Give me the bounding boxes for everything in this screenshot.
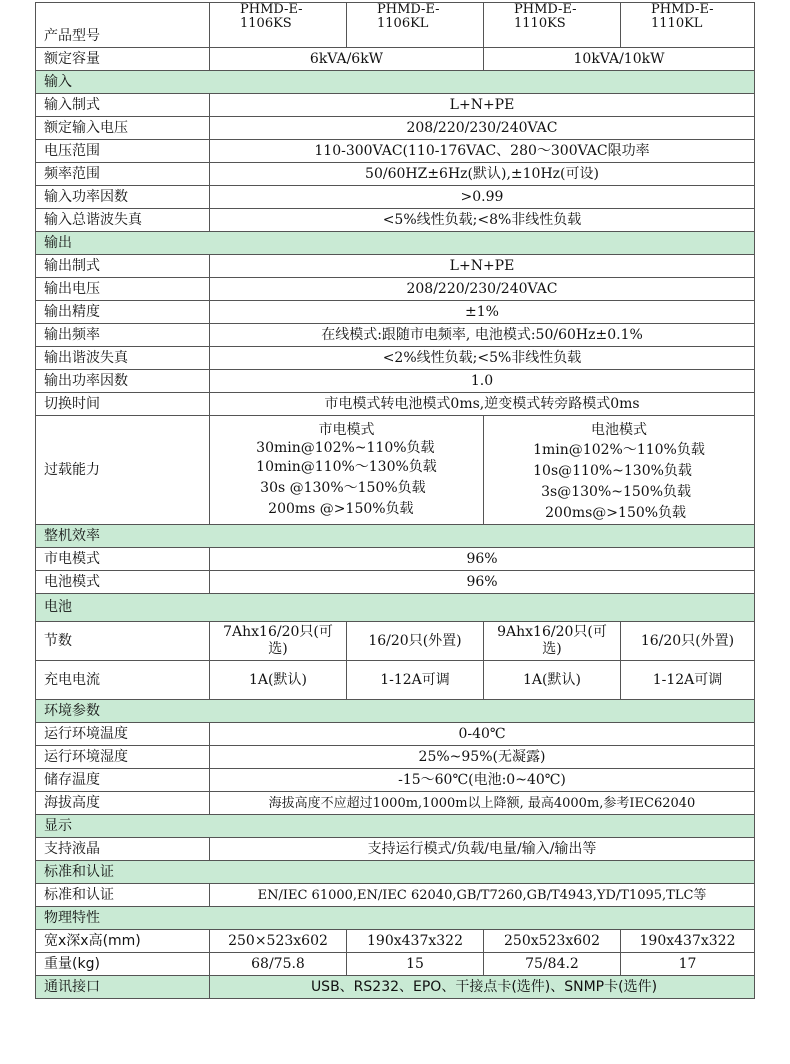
environment-row: 运行环境温度 0-40℃	[36, 723, 755, 746]
comm-row	[36, 976, 755, 999]
section-input: 输入	[36, 71, 755, 94]
output-row: 输出频率 在线模式:跟随市电频率, 电池模式:50/60Hz±0.1%	[36, 324, 755, 347]
display-row: 支持液晶 支持运行模式/负载/电量/输入/输出等	[36, 838, 755, 861]
battery-charge-label: 充电电流	[36, 661, 210, 700]
output-row: 输出制式 L+N+PE	[36, 255, 755, 278]
header-row	[36, 3, 755, 48]
environment-row: 运行环境湿度 25%~95%(无凝露)	[36, 746, 755, 769]
capacity-label: 额定容量	[36, 48, 210, 71]
output-row: 输出精度 ±1%	[36, 301, 755, 324]
input-row: 频率范围 50/60HZ±6Hz(默认),±10Hz(可设)	[36, 163, 755, 186]
output-row: 切换时间 市电模式转电池模式0ms,逆变模式转旁路模式0ms	[36, 393, 755, 416]
output-row: 输出功率因数 1.0	[36, 370, 755, 393]
overload-battery: 电池模式 1min@102%～110%负载 10s@110%~130%负载 3s@130%~150%负载 200ms@>150%负载	[484, 416, 755, 525]
input-row: 输入总谐波失真 <5%线性负载;<8%非线性负载	[36, 209, 755, 232]
output-row: 输出电压 208/220/230/240VAC	[36, 278, 755, 301]
overload-mains-title: 市电模式	[318, 422, 375, 438]
environment-row: 储存温度 -15～60℃(电池:0~40℃)	[36, 769, 755, 792]
section-physical: 物理特性	[36, 907, 755, 930]
input-row: 电压范围 110-300VAC(110-176VAC、280～300VAC限功率	[36, 140, 755, 163]
efficiency-row: 电池模式 96%	[36, 571, 755, 594]
standards-row: 标准和认证 EN/IEC 61000,EN/IEC 62040,GB/T7260,GB/T4943,YD/T1095,TLC等	[36, 884, 755, 907]
input-row: 输入功率因数 >0.99	[36, 186, 755, 209]
section-battery: 电池	[36, 594, 755, 622]
input-row: 额定输入电压 208/220/230/240VAC	[36, 117, 755, 140]
efficiency-row: 市电模式 96%	[36, 548, 755, 571]
header-label: 产品型号	[36, 3, 210, 48]
battery-charge-row: 充电电流 1A(默认) 1-12A可调 1A(默认) 1-12A可调	[36, 661, 755, 700]
model-1110kl: PHMD-E- 1110KL	[621, 3, 755, 48]
battery-sections-label: 节数	[36, 622, 210, 661]
overload-label: 过载能力	[36, 416, 210, 525]
capacity-row	[36, 48, 755, 71]
overload-row	[36, 416, 755, 525]
comm-label: 通讯接口	[36, 976, 210, 999]
comm-value: USB、RS232、EPO、干接点卡(选件)、SNMP卡(选件)	[210, 976, 755, 999]
overload-mains: 市电模式 30min@102%~110%负载 10min@110%～130%负载 30s @130%～150%负载 200ms @>150%负载	[210, 416, 484, 525]
section-display: 显示	[36, 815, 755, 838]
model-1106ks: PHMD-E- 1106KS	[210, 3, 347, 48]
model-1106kl: PHMD-E- 1106KL	[347, 3, 484, 48]
overload-battery-title: 电池模式	[590, 422, 647, 438]
section-output: 输出	[36, 232, 755, 255]
capacity-10k: 10kVA/10kW	[484, 48, 755, 71]
environment-row: 海拔高度 海拔高度不应超过1000m,1000m以上降额, 最高4000m,参考IEC62040	[36, 792, 755, 815]
weight-row: 重量(kg) 68/75.8 15 75/84.2 17	[36, 953, 755, 976]
input-row: 输入制式 L+N+PE	[36, 94, 755, 117]
dimensions-row: 宽x深x高(mm) 250×523x602 190x437x322 250x523x602 190x437x322	[36, 930, 755, 953]
battery-sections-row: 节数 7Ahx16/20只(可选) 16/20只(外置) 9Ahx16/20只(可选) 16/20只(外置)	[36, 622, 755, 661]
capacity-6k: 6kVA/6kW	[210, 48, 484, 71]
model-1110ks: PHMD-E- 1110KS	[484, 3, 621, 48]
section-efficiency: 整机效率	[36, 525, 755, 548]
output-row: 输出谐波失真 <2%线性负载;<5%非线性负载	[36, 347, 755, 370]
spec-table	[35, 2, 755, 999]
section-standards: 标准和认证	[36, 861, 755, 884]
section-environment: 环境参数	[36, 700, 755, 723]
